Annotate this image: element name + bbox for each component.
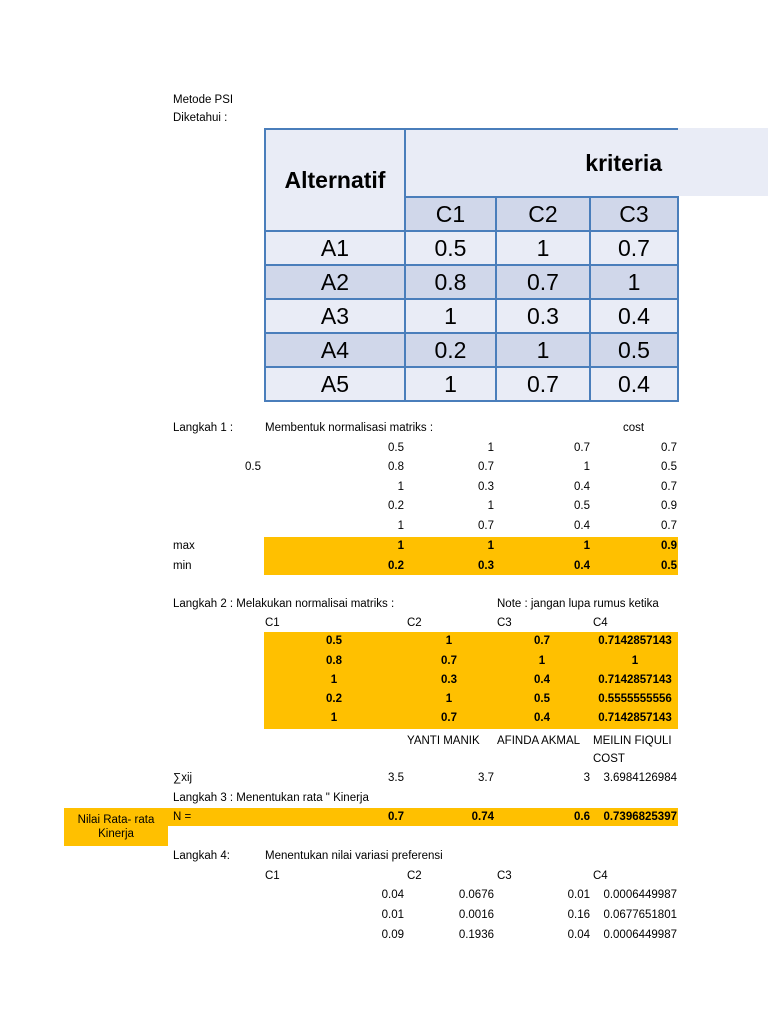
normalized-cell: 0.8 — [326, 655, 342, 667]
sum-cell: 3.5 — [388, 772, 404, 784]
step2-note: Note : jangan lupa rumus ketika — [497, 598, 659, 610]
alt-a5: A5 — [264, 366, 406, 402]
matrix-cell: 0.7 — [661, 442, 677, 454]
col-header-c2: C2 — [495, 196, 591, 232]
matrix-cell: 0.7 — [478, 461, 494, 473]
variation-cell: 0.04 — [567, 929, 590, 941]
normalized-cell: 0.5 — [326, 635, 342, 647]
normalized-cell: 0.5 — [534, 693, 550, 705]
matrix-cell: 0.7 — [574, 442, 590, 454]
matrix-cell: 1 — [487, 500, 494, 512]
column-header: C4 — [593, 617, 608, 629]
matrix-cell: 1 — [397, 520, 404, 532]
normalized-cell: 1 — [330, 712, 338, 724]
matrix-cell: 0.7 — [661, 481, 677, 493]
table-cell: 1 — [589, 264, 679, 300]
table-cell: 0.2 — [404, 332, 497, 368]
alt-a1: A1 — [264, 230, 406, 266]
variation-cell: 0.0676 — [458, 889, 494, 901]
step4-desc: Menentukan nilai variasi preferensi — [265, 850, 443, 862]
variation-cell: 0.0006449987 — [603, 889, 677, 901]
doc-title: Metode PSI — [173, 94, 234, 106]
table-cell: 0.8 — [404, 264, 497, 300]
matrix-cell: 0.8 — [388, 461, 404, 473]
matrix-cell: 0.4 — [574, 481, 590, 493]
variation-cell: 0.04 — [381, 889, 404, 901]
matrix-cell: 0.7 — [661, 520, 677, 532]
table-cell: 0.4 — [589, 366, 679, 402]
table-cell: 0.7 — [589, 230, 679, 266]
matrix-cell: 0.7 — [478, 520, 494, 532]
normalized-cell: 0.7 — [534, 635, 550, 647]
normalized-cell: 1 — [538, 655, 546, 667]
matrix-cell: 0.5 — [388, 442, 404, 454]
normalized-cell: 1 — [631, 655, 639, 667]
matrix-cell: 1 — [397, 481, 404, 493]
column-header: C4 — [593, 870, 608, 882]
name-meilin: MEILIN FIQULI — [593, 735, 672, 747]
column-header: C1 — [265, 870, 280, 882]
matrix-cell: 1 — [487, 442, 494, 454]
name-yanti: YANTI MANIK — [407, 735, 480, 747]
matrix-cell: 0.3 — [478, 481, 494, 493]
column-header: C3 — [497, 617, 512, 629]
table-cell: 1 — [495, 230, 591, 266]
step2-cost-label: COST — [593, 753, 625, 765]
step1-label: Langkah 1 : — [173, 422, 234, 434]
variation-cell: 0.01 — [381, 909, 404, 921]
variation-cell: 0.0006449987 — [603, 929, 677, 941]
variation-cell: 0.0016 — [458, 909, 494, 921]
min-cell: 0.2 — [388, 560, 404, 572]
name-afinda: AFINDA AKMAL — [497, 735, 581, 747]
alt-a2: A2 — [264, 264, 406, 300]
alt-a4: A4 — [264, 332, 406, 368]
column-header: C3 — [497, 870, 512, 882]
normalized-cell: 0.7142857143 — [598, 674, 672, 686]
variation-cell: 0.0677651801 — [603, 909, 677, 921]
column-header: C2 — [407, 617, 422, 629]
sum-cell: 3.6984126984 — [603, 772, 677, 784]
given-label: Diketahui : — [173, 112, 228, 124]
normalized-cell: 0.7 — [441, 655, 457, 667]
matrix-cell: 0.5 — [574, 500, 590, 512]
normalized-cell: 0.2 — [326, 693, 342, 705]
min-cell: 0.4 — [574, 560, 590, 572]
table-cell: 0.5 — [404, 230, 497, 266]
table-cell: 1 — [404, 366, 497, 402]
performance-cell: 0.7 — [388, 811, 404, 823]
kriteria-header: kriteria — [404, 128, 678, 198]
normalized-cell: 0.4 — [534, 712, 550, 724]
normalized-cell: 1 — [445, 693, 453, 705]
max-cell: 1 — [397, 540, 404, 552]
column-header: C1 — [265, 617, 280, 629]
variation-cell: 0.01 — [567, 889, 590, 901]
step2-label: Langkah 2 : Melakukan normalisai matriks : — [173, 598, 395, 610]
normalized-cell: 1 — [445, 635, 453, 647]
variation-cell: 0.09 — [381, 929, 404, 941]
normalized-cell: 0.7142857143 — [598, 712, 672, 724]
step3-label: Langkah 3 : Menentukan rata " Kinerja — [173, 792, 369, 804]
normalized-cell: 0.7 — [441, 712, 457, 724]
sum-label: ∑xij — [173, 772, 193, 784]
normalized-cell: 0.3 — [441, 674, 457, 686]
max-cell: 1 — [487, 540, 494, 552]
table-cell: 0.7 — [495, 366, 591, 402]
variation-cell: 0.1936 — [458, 929, 494, 941]
col-header-c1: C1 — [404, 196, 497, 232]
normalized-cell: 0.4 — [534, 674, 550, 686]
alt-a3: A3 — [264, 298, 406, 334]
max-label: max — [173, 540, 195, 552]
table-cell: 0.4 — [589, 298, 679, 334]
alternatif-header: Alternatif — [264, 128, 406, 232]
normalized-cell: 1 — [330, 674, 338, 686]
col-header-c3: C3 — [589, 196, 679, 232]
matrix-cell: 0.2 — [388, 500, 404, 512]
table-cell: 1 — [495, 332, 591, 368]
step4-label: Langkah 4: — [173, 850, 230, 862]
table-cell: 0.3 — [495, 298, 591, 334]
matrix-cell: 0.9 — [661, 500, 677, 512]
min-cell: 0.3 — [478, 560, 494, 572]
table-cell: 0.7 — [495, 264, 591, 300]
performance-cell: 0.7396825397 — [603, 811, 677, 823]
matrix-cell: 0.5 — [661, 461, 677, 473]
matrix-cell: 1 — [583, 461, 590, 473]
sum-cell: 3.7 — [478, 772, 494, 784]
step1-cost-label: cost — [623, 422, 645, 434]
performance-cell: 0.6 — [574, 811, 590, 823]
variation-cell: 0.16 — [567, 909, 590, 921]
table-cell: 0.5 — [589, 332, 679, 368]
matrix-cell: 0.4 — [574, 520, 590, 532]
header-extension — [678, 128, 768, 196]
normalized-cell: 0.7142857143 — [598, 635, 672, 647]
step1-desc: Membentuk normalisasi matriks : — [265, 422, 434, 434]
sum-cell: 3 — [583, 772, 590, 784]
column-header: C2 — [407, 870, 422, 882]
side-label: Nilai Rata- rata Kinerja — [77, 814, 155, 840]
normalized-cell: 0.5555555556 — [598, 693, 672, 705]
max-cell: 0.9 — [661, 540, 677, 552]
table-cell: 1 — [404, 298, 497, 334]
min-label: min — [173, 560, 192, 572]
performance-cell: 0.74 — [471, 811, 494, 823]
step1-side-value: 0.5 — [245, 461, 261, 473]
min-cell: 0.5 — [661, 560, 677, 572]
n-label: N = — [173, 811, 192, 823]
max-cell: 1 — [583, 540, 590, 552]
